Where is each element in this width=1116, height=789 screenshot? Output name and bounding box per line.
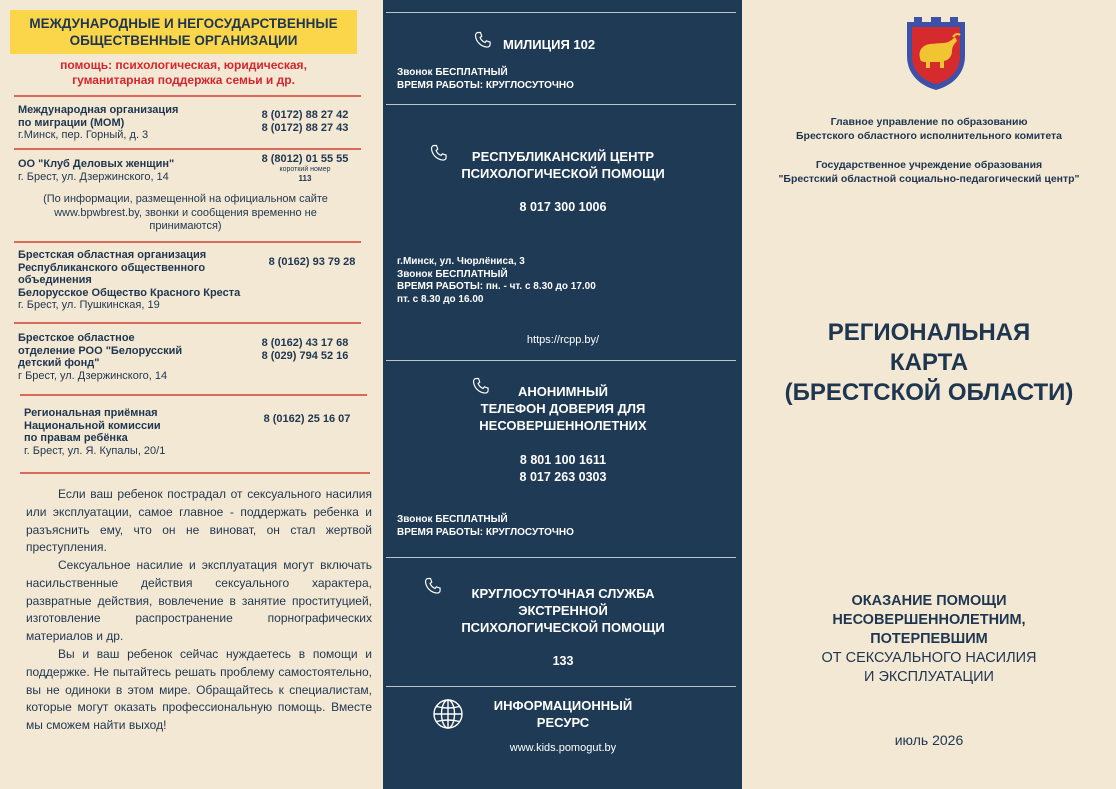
info-line: Звонок БЕСПЛАТНЫЙ [397,67,508,78]
divider [386,104,736,105]
info-line: пт. с 8.30 до 16.00 [397,293,484,305]
anon-info [397,514,574,539]
subtitle-line: И ЭКСПЛУАТАЦИИ [864,669,994,685]
center-link[interactable]: https://rcpp.by/ [526,334,600,346]
header-line: МЕЖДУНАРОДНЫЕ И НЕГОСУДАРСТВЕННЫЕ [29,16,338,31]
org-name-line: ОО "Клуб Деловых женщин" [18,158,175,170]
divider [386,360,736,361]
text-line: "Брестский областной социально-педагогический центр" [778,172,1080,185]
org-address: г. Брест, ул. Пушкинская, 19 [18,299,160,311]
header-line: ОБЩЕСТВЕННЫЕ ОРГАНИЗАЦИИ [69,33,298,48]
text-line: Главное управление по образованию [830,116,1028,128]
org-children-fund [18,332,243,382]
cover-panel [742,0,1116,789]
emergency-title [423,585,703,636]
phone-number: 8 (0162) 43 17 68 [261,337,349,349]
divider [14,148,361,150]
divider [386,686,736,687]
short-number: 113 [298,173,312,183]
org-name-line: Белорусское Общество Красного Креста [18,286,241,299]
title-line: РЕСПУБЛИКАНСКИЙ ЦЕНТР [471,149,655,164]
divider [14,241,361,243]
subtitle-line: НЕСОВЕРШЕННОЛЕТНИМ, [832,612,1026,628]
org-name-line: Брестская областная организация [18,249,207,261]
resource-title [443,697,683,731]
info-line: г.Минск, ул. Чюрлёниса, 3 [397,256,525,267]
org-address: г Брест, ул. Дзержинского, 14 [18,369,168,382]
phone-number: 8 (0162) 93 79 28 [268,256,356,268]
coat-of-arms [903,12,969,92]
subtitle [742,592,1116,687]
text-line: Брестского областного исполнительного комитета [795,129,1063,142]
emergency-phone: 133 [552,654,574,668]
subheader-line: помощь: психологическая, юридическая, [60,58,307,72]
info-line: Звонок БЕСПЛАТНЫЙ [397,514,508,525]
police-title: МИЛИЦИЯ 102 [503,37,596,52]
info-line: ВРЕМЯ РАБОТЫ: КРУГЛОСУТОЧНО [397,526,574,538]
center-title [423,148,703,182]
title-line: НЕСОВЕРШЕННОЛЕТНИХ [479,418,647,433]
title-line: ИНФОРМАЦИОННЫЙ [493,698,633,713]
org-name-line: объединения [18,274,92,286]
title-line: АНОНИМНЫЙ [518,384,608,399]
phone-icon [473,30,493,50]
org-name-line: по правам ребёнка [24,432,128,444]
org-name-line: детский фонд" [18,357,100,369]
advice-paragraph: Вы и ваш ребенок сейчас нуждаетесь в помощи и поддержке. Не пытайтесь решать проблему самостоятельно, вы не одиноки в этом мире. Обращайтесь к специалистам, которые могут оказать профессиональную помощь. Вместе мы сможем найти выход! [26,647,372,733]
phone-number: 8 801 100 1611 [519,453,607,467]
advice-paragraph: Сексуальное насилие и эксплуатация могут включать насильственные действия сексуального характера, развратные действия, вовлечение в занятие проституцией, изготовление распространение порнографических материалов и др. [26,558,372,644]
section-subheader [10,58,357,88]
org-phones [252,413,362,426]
phone-number: 8 (0172) 88 27 42 [261,109,349,121]
org-name-line: Региональная приёмная [24,407,158,419]
center-phone: 8 017 300 1006 [519,200,607,214]
org-name-line: Национальной комиссии [24,419,161,432]
page-title [742,318,1116,408]
title-line: (БРЕСТСКОЙ ОБЛАСТИ) [784,379,1074,406]
police-info [397,67,574,92]
date: июль 2026 [894,732,964,748]
phone-number: 8 017 263 0303 [519,470,607,484]
resource-link[interactable]: www.kids.pomogut.by [509,742,617,754]
org-address: г.Минск, пер. Горный, д. 3 [18,129,149,141]
org-main [742,116,1116,143]
info-line: ВРЕМЯ РАБОТЫ: пн. - чт. с 8.30 до 17.00 [397,281,596,292]
title-line: ПСИХОЛОГИЧЕСКОЙ ПОМОЩИ [461,620,665,635]
org-phones [250,109,360,134]
title-line: РЕГИОНАЛЬНАЯ [827,319,1031,346]
divider [386,557,736,558]
title-line: КАРТА [889,349,969,376]
org-phones [250,153,360,183]
phone-number: 8 (0162) 25 16 07 [263,413,351,425]
org-business-women [18,158,243,183]
section-header [10,10,357,54]
short-number-label: короткий номер [279,165,331,173]
center-info [397,256,596,306]
org-name-line: по миграции (МОМ) [18,116,125,129]
org-center [742,159,1116,186]
org-address: г. Брест, ул. Я. Купалы, 20/1 [24,444,166,457]
org-child-rights [24,407,249,457]
phone-number: 8 (8012) 01 55 55 [261,153,349,165]
site-note: (По информации, размещенной на официальном сайте www.bpwbrest.by, звонки и сообщения временно не принимаются) [43,193,328,232]
hotlines-panel [383,0,742,789]
org-name-line: Брестское областное [18,332,135,344]
info-line: ВРЕМЯ РАБОТЫ: КРУГЛОСУТОЧНО [397,79,574,91]
org-phones [257,256,367,269]
divider [386,12,736,13]
phone-number: 8 (029) 794 52 16 [261,349,349,362]
title-line: ТЕЛЕФОН ДОВЕРИЯ ДЛЯ [480,401,646,416]
title-line: ЭКСТРЕННОЙ [518,603,608,618]
subtitle-line: ОТ СЕКСУАЛЬНОГО НАСИЛИЯ [821,650,1037,666]
text-line: Государственное учреждение образования [815,159,1043,171]
left-panel [0,0,383,789]
phone-number: 8 (0172) 88 27 43 [261,121,349,134]
org-address: г. Брест, ул. Дзержинского, 14 [18,170,169,183]
advice-paragraph: Если ваш ребенок пострадал от сексуального насилия или эксплуатации, самое главное - поддержать ребенка и разъяснить ему, что он не виноват, он стал жертвой преступления. [26,487,372,555]
subtitle-line: ОКАЗАНИЕ ПОМОЩИ [851,593,1007,609]
divider [20,394,367,396]
divider [14,95,361,97]
org-name-line: Международная организация [18,104,179,116]
anon-title [423,383,703,434]
title-line: КРУГЛОСУТОЧНАЯ СЛУЖБА [471,586,655,601]
org-phones [250,337,360,362]
title-line: РЕСУРС [536,715,590,730]
divider [14,322,361,324]
title-line: ПСИХОЛОГИЧЕСКОЙ ПОМОЩИ [461,166,665,181]
info-line: Звонок БЕСПЛАТНЫЙ [397,268,508,280]
org-name-line: отделение РОО "Белорусский [18,344,183,357]
subtitle-line: ПОТЕРПЕВШИМ [870,631,988,647]
org-name-line: Республиканского общественного [18,261,206,274]
org-mom [18,104,243,142]
subheader-line: гуманитарная поддержка семьи и др. [72,73,295,87]
org-red-cross [18,249,263,312]
divider [20,472,370,474]
anon-phones [423,452,703,486]
